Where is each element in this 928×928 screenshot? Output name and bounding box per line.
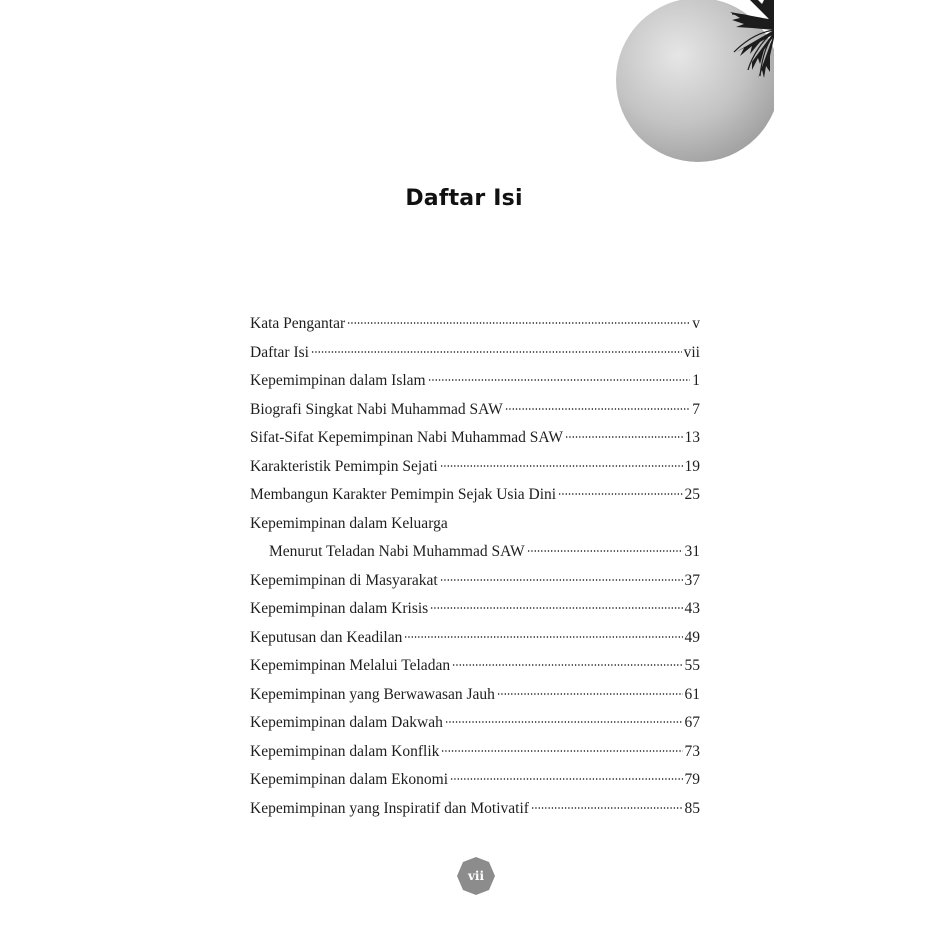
- page-title: Daftar Isi: [405, 186, 523, 211]
- toc-entry[interactable]: [250, 795, 700, 824]
- toc-entry[interactable]: [250, 367, 700, 396]
- toc-entry[interactable]: [250, 510, 700, 539]
- toc-entry-page: 25: [684, 486, 700, 503]
- toc-entry-title: Keputusan dan Keadilan: [250, 628, 403, 646]
- toc-entry[interactable]: [250, 681, 700, 710]
- toc-entry[interactable]: [250, 339, 700, 368]
- toc-entry[interactable]: [250, 310, 700, 339]
- dot-leader: [531, 807, 683, 809]
- dot-leader: [497, 693, 683, 695]
- dot-leader: [565, 436, 682, 438]
- toc-entry-title: Karakteristik Pemimpin Sejati: [250, 457, 438, 475]
- toc-entry-title: Daftar Isi: [250, 343, 309, 361]
- dot-leader: [445, 721, 683, 723]
- toc-entry[interactable]: [250, 652, 700, 681]
- toc-entry-title: Kepemimpinan yang Berwawasan Jauh: [250, 685, 495, 703]
- toc-entry[interactable]: [250, 738, 700, 767]
- toc-entry[interactable]: [250, 595, 700, 624]
- toc-entry-subtitle: Menurut Teladan Nabi Muhammad SAW: [269, 543, 525, 560]
- toc-entry-title: Kepemimpinan di Masyarakat: [250, 571, 438, 589]
- toc-entry[interactable]: [250, 396, 700, 425]
- toc-entry[interactable]: [250, 709, 700, 738]
- dot-leader: [440, 465, 683, 467]
- toc-entry-page: 7: [692, 400, 700, 418]
- toc-entry-title: Kepemimpinan dalam Dakwah: [250, 714, 443, 731]
- toc-entry[interactable]: [250, 624, 700, 653]
- toc-entry[interactable]: [250, 567, 700, 596]
- dot-leader: [404, 636, 682, 638]
- toc-entry-title: Kepemimpinan dalam Ekonomi: [250, 771, 449, 788]
- toc-entry-page: 67: [684, 714, 700, 731]
- dot-leader: [440, 579, 683, 581]
- moon-palm-illustration: [612, 0, 774, 164]
- toc-entry-page: 55: [684, 657, 700, 674]
- toc-entry-title: Kepemimpinan dalam Islam: [250, 372, 426, 389]
- toc-entry-page: 13: [684, 429, 700, 446]
- toc-entry-title: Kepemimpinan yang Inspiratif dan Motivatif: [250, 799, 529, 817]
- toc-entry-title: Biografi Singkat Nabi Muhammad SAW: [250, 400, 503, 418]
- dot-leader: [452, 664, 682, 666]
- toc-entry-title: Kepemimpinan dalam Konflik: [250, 742, 440, 760]
- dot-leader: [505, 408, 690, 410]
- toc-entry-page: 19: [684, 457, 700, 475]
- toc-entry-title: Sifat-Sifat Kepemimpinan Nabi Muhammad SAW: [250, 429, 564, 446]
- toc-entry[interactable]: [250, 424, 700, 453]
- dot-leader: [441, 750, 682, 752]
- toc-entry[interactable]: [250, 453, 700, 482]
- page-number-badge: [456, 856, 496, 896]
- toc-entry-page: 79: [684, 771, 700, 788]
- toc-entry-title: Kepemimpinan Melalui Teladan: [250, 657, 451, 674]
- toc-entry-page: 37: [684, 571, 700, 589]
- dot-leader: [428, 379, 691, 381]
- toc-entry-page: 85: [684, 799, 700, 817]
- toc-entry-title: Kepemimpinan dalam Keluarga: [250, 514, 448, 532]
- toc-entry[interactable]: [250, 766, 700, 795]
- dot-leader: [527, 550, 683, 552]
- toc-entry[interactable]: [250, 481, 700, 510]
- toc-entry-page: 73: [684, 742, 700, 760]
- toc-entry-page: 1: [692, 372, 700, 389]
- toc-entry-title: Membangun Karakter Pemimpin Sejak Usia Dini: [250, 486, 557, 503]
- toc-entry-continuation[interactable]: [250, 538, 700, 567]
- toc-entry-title: Kata Pengantar: [250, 315, 346, 332]
- toc-entry-page: vii: [683, 343, 700, 361]
- toc-entry-page: 61: [684, 685, 700, 703]
- dot-leader: [311, 351, 682, 353]
- table-of-contents: [250, 310, 700, 823]
- toc-entry-title: Kepemimpinan dalam Krisis: [250, 600, 429, 617]
- page-number: vii: [467, 869, 485, 883]
- dot-leader: [450, 778, 682, 780]
- toc-entry-page: 43: [684, 600, 700, 617]
- dot-leader: [430, 607, 682, 609]
- toc-entry-page: v: [692, 315, 700, 332]
- toc-entry-page: 49: [684, 628, 700, 646]
- dot-leader: [558, 493, 682, 495]
- dot-leader: [347, 322, 690, 324]
- toc-entry-page: 31: [684, 543, 700, 560]
